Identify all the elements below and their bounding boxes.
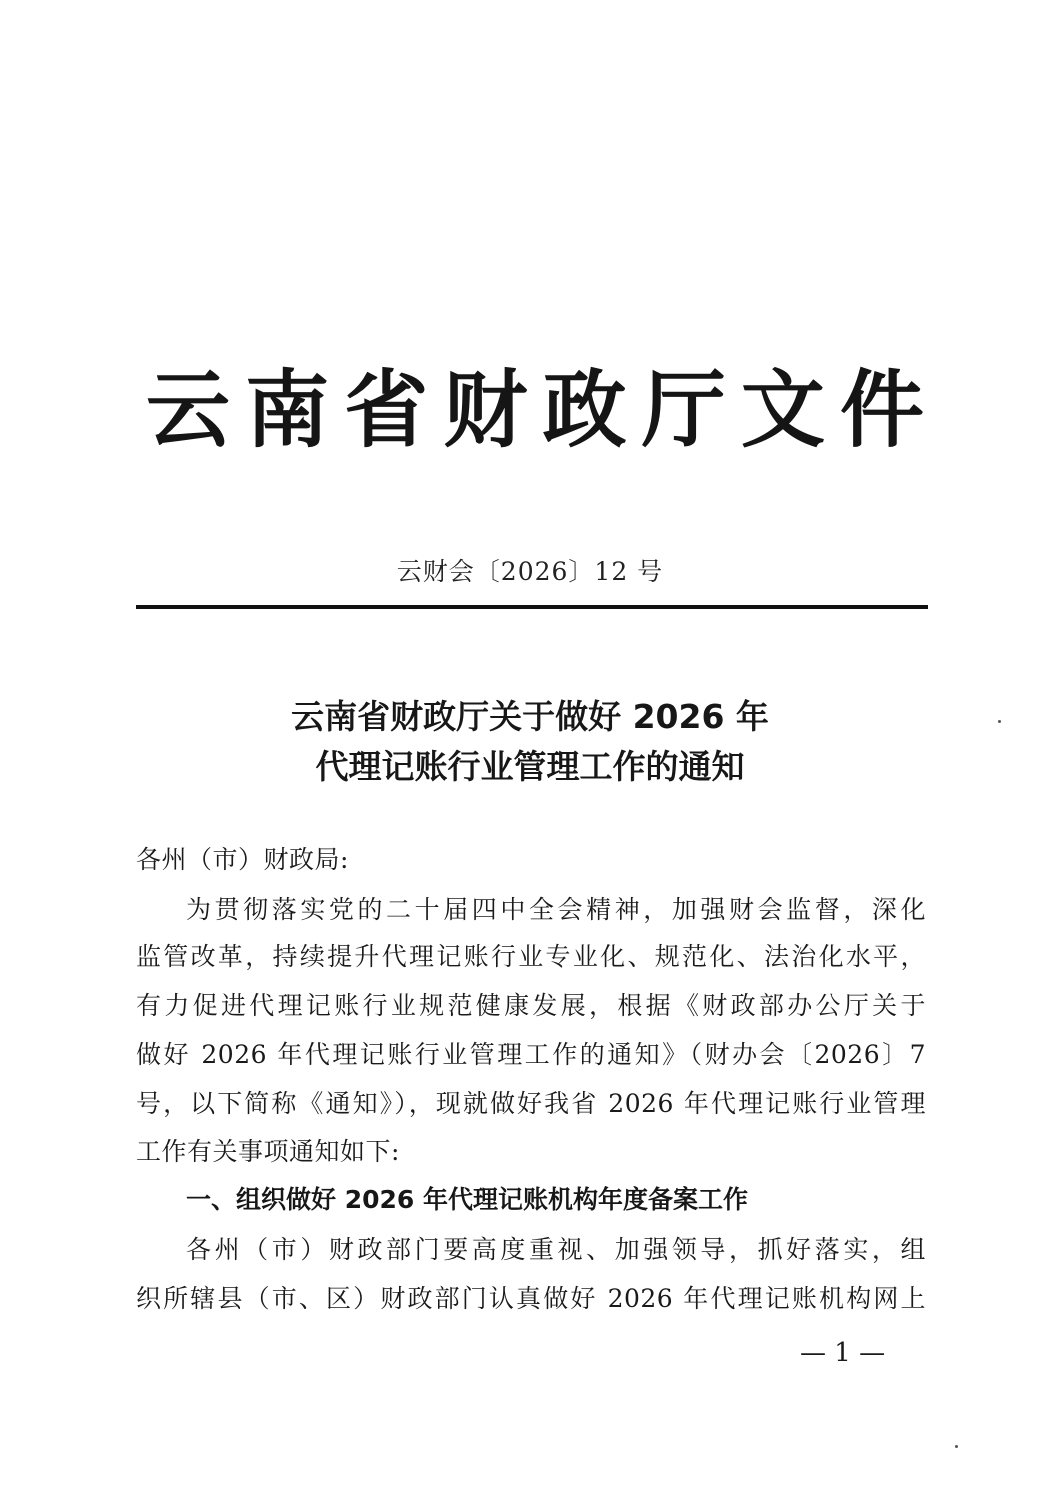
header-divider bbox=[136, 605, 928, 609]
header-char: 件 bbox=[839, 360, 924, 459]
paragraph-line: 做好 2026 年代理记账行业管理工作的通知》（财办会〔2026〕7 bbox=[136, 1040, 926, 1069]
paragraph-line: 各州（市）财政部门要高度重视、加强领导，抓好落实，组 bbox=[186, 1235, 926, 1264]
header-char: 厅 bbox=[641, 360, 726, 459]
document-number: 云财会〔2026〕12 号 bbox=[396, 557, 664, 586]
header-char: 省 bbox=[344, 360, 429, 459]
section-heading: 一、组织做好 2026 年代理记账机构年度备案工作 bbox=[186, 1185, 748, 1214]
paragraph-line: 监管改革，持续提升代理记账行业专业化、规范化、法治化水平， bbox=[136, 942, 926, 971]
header-char: 云 bbox=[145, 360, 230, 459]
paragraph-line: 织所辖县（市、区）财政部门认真做好 2026 年代理记账机构网上 bbox=[136, 1284, 926, 1313]
salutation: 各州（市）财政局: bbox=[136, 845, 349, 874]
scan-speck bbox=[955, 1445, 958, 1448]
paragraph-line: 号，以下简称《通知》），现就做好我省 2026 年代理记账行业管理 bbox=[136, 1089, 926, 1118]
scan-speck bbox=[998, 720, 1001, 723]
issuing-authority-header bbox=[140, 355, 930, 475]
header-char: 财 bbox=[443, 360, 528, 459]
header-char: 南 bbox=[245, 360, 330, 459]
header-char: 政 bbox=[542, 360, 627, 459]
paragraph-line: 工作有关事项通知如下: bbox=[136, 1137, 400, 1166]
page-number: — 1 — bbox=[800, 1338, 886, 1368]
paragraph-line: 有力促进代理记账行业规范健康发展，根据《财政部办公厅关于 bbox=[136, 991, 926, 1020]
paragraph-line: 为贯彻落实党的二十届四中全会精神，加强财会监督，深化 bbox=[186, 895, 926, 924]
document-title-line-1: 云南省财政厅关于做好 2026 年 bbox=[291, 697, 769, 736]
document-title-line-2: 代理记账行业管理工作的通知 bbox=[315, 747, 745, 786]
header-char: 文 bbox=[740, 360, 825, 459]
